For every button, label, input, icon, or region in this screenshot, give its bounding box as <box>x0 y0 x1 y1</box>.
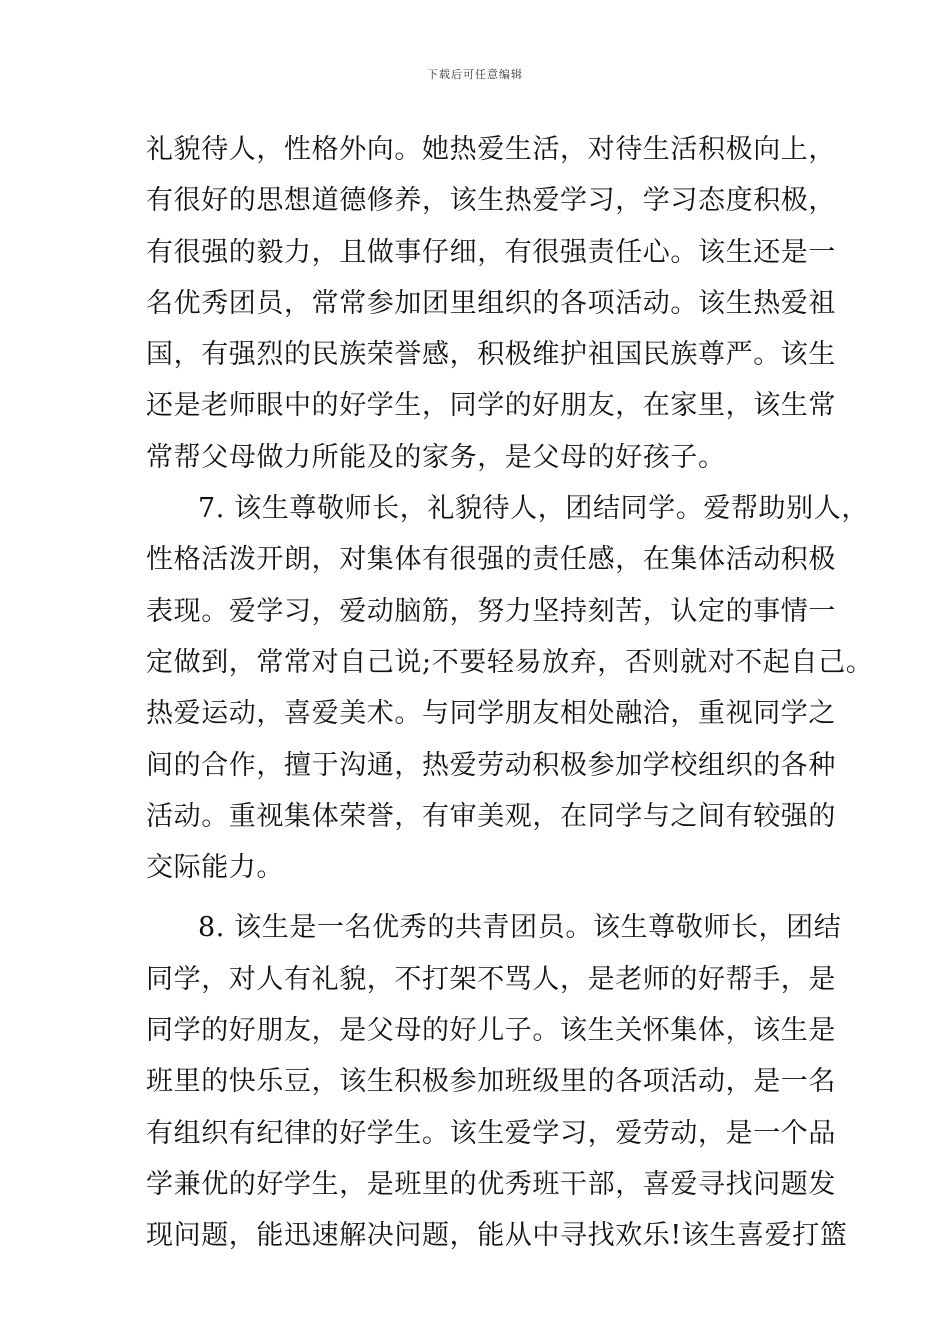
text-line: 学兼优的好学生，是班里的优秀班干部，喜爱寻找问题发 <box>146 1168 836 1200</box>
text-line: 名优秀团员，常常参加团里组织的各项活动。该生热爱祖 <box>146 287 836 319</box>
text-line: 同学，对人有礼貌，不打架不骂人，是老师的好帮手，是 <box>146 963 836 995</box>
text-line: 还是老师眼中的好学生，同学的好朋友，在家里，该生常 <box>146 390 836 422</box>
text-line: 礼貌待人，性格外向。她热爱生活，对待生活积极向上， <box>146 134 836 165</box>
text-line: 有很强的毅力，且做事仔细，有很强责任心。该生还是一 <box>146 236 836 268</box>
text-line: 7. 该生尊敬师长，礼貌待人，团结同学。爱帮助别人， <box>198 493 869 525</box>
text-line: 活动。重视集体荣誉，有审美观，在同学与之间有较强的 <box>146 800 836 832</box>
paragraph-gap <box>146 893 826 902</box>
document-body <box>146 124 874 1262</box>
paragraph-continuation <box>146 124 836 483</box>
text-line: 国，有强烈的民族荣誉感，积极维护祖国民族尊严。该生 <box>146 339 836 371</box>
text-line: 间的合作，擅于沟通，热爱劳动积极参加学校组织的各种 <box>146 749 836 781</box>
text-line: 同学的好朋友，是父母的好儿子。该生关怀集体，该生是 <box>146 1015 836 1047</box>
text-line: 表现。爱学习，爱动脑筋，努力坚持刻苦，认定的事情一 <box>146 595 836 627</box>
paragraph-8 <box>146 902 848 1261</box>
text-line: 现问题，能迅速解决问题，能从中寻找欢乐!该生喜爱打篮 <box>146 1220 848 1252</box>
text-line: 8. 该生是一名优秀的共青团员。该生尊敬师长，团结 <box>198 912 842 944</box>
text-line: 交际能力。 <box>146 852 284 884</box>
text-line: 定做到，常常对自己说;不要轻易放弃，否则就对不起自己。 <box>146 646 874 678</box>
page-header-note: 下载后可任意编辑 <box>427 68 523 81</box>
text-line: 有组织有纪律的好学生。该生爱学习，爱劳动，是一个品 <box>146 1117 836 1149</box>
text-line: 班里的快乐豆，该生积极参加班级里的各项活动，是一名 <box>146 1066 836 1098</box>
text-line: 热爱运动，喜爱美术。与同学朋友相处融洽，重视同学之 <box>146 698 836 730</box>
text-line: 有很好的思想道德修养，该生热爱学习，学习态度积极， <box>146 185 836 217</box>
text-line: 性格活泼开朗，对集体有很强的责任感，在集体活动积极 <box>146 544 836 576</box>
paragraph-7 <box>146 483 874 893</box>
text-line: 常帮父母做力所能及的家务，是父母的好孩子。 <box>146 441 726 473</box>
